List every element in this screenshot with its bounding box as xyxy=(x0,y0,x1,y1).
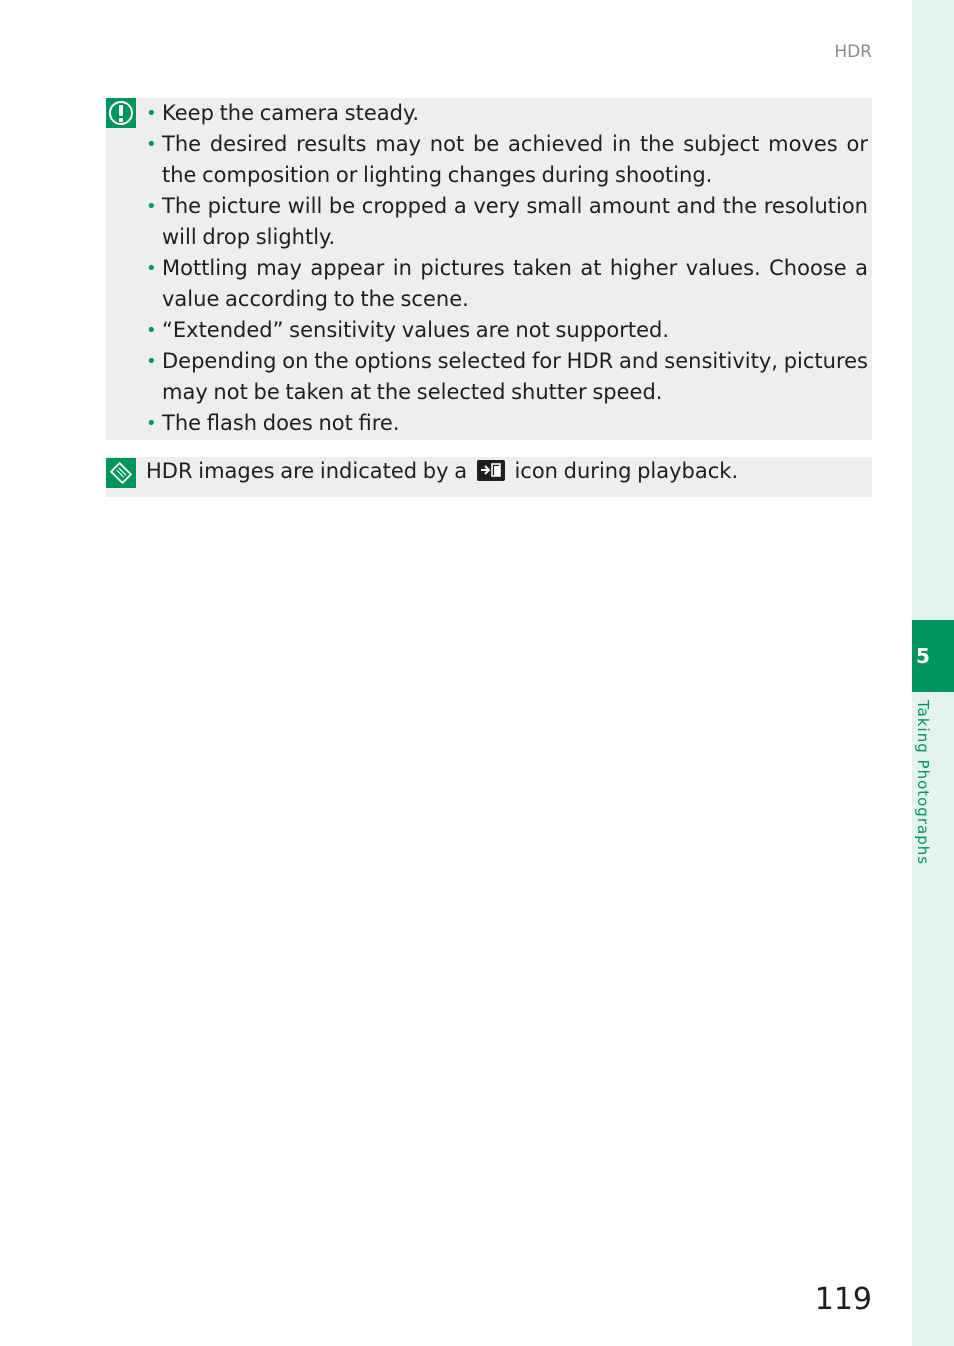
page-number: 119 xyxy=(814,1282,872,1317)
list-item xyxy=(146,191,868,253)
list-item-text: Mottling may appear in pictures taken at higher values. Choose a value according to the scene. xyxy=(162,256,868,311)
list-item xyxy=(146,253,868,315)
list-item-text: The picture will be cropped a very small amount and the resolution will drop slightly. xyxy=(162,194,868,249)
list-item xyxy=(146,129,868,191)
bullet-icon: • xyxy=(146,258,157,279)
list-item-text: “Extended” sensitivity values are not supported. xyxy=(162,318,670,342)
list-item xyxy=(146,346,868,408)
bullet-icon: • xyxy=(146,320,157,341)
note-text-after: icon during playback. xyxy=(514,459,739,483)
list-item-text: Keep the camera steady. xyxy=(162,101,420,125)
note-icon xyxy=(106,458,136,488)
bullet-icon: • xyxy=(146,134,157,155)
note-text-before: HDR images are indicated by a xyxy=(146,459,468,483)
bullet-icon: • xyxy=(146,196,157,217)
list-item-text: Depending on the options selected for HDR and sensitivity, pictures may not be taken at the selected shutter speed. xyxy=(162,349,868,404)
caution-icon xyxy=(106,98,136,128)
list-item-text: The flash does not fire. xyxy=(162,411,400,435)
note-text xyxy=(146,457,866,485)
list-item xyxy=(146,98,868,129)
chapter-tab xyxy=(912,620,954,692)
caution-box xyxy=(106,98,872,440)
bullet-icon: • xyxy=(146,103,157,124)
chapter-number: 5 xyxy=(916,644,930,668)
list-item-text: The desired results may not be achieved in the subject moves or the composition or lighting changes during shooting. xyxy=(162,132,868,187)
list-item xyxy=(146,408,868,439)
bullet-icon: • xyxy=(146,351,157,372)
running-head: HDR xyxy=(834,42,872,62)
hdr-playback-icon xyxy=(477,460,505,481)
list-item xyxy=(146,315,868,346)
caution-list xyxy=(146,98,868,439)
bullet-icon: • xyxy=(146,413,157,434)
chapter-title: Taking Photographs xyxy=(914,700,932,866)
note-box xyxy=(106,457,872,497)
